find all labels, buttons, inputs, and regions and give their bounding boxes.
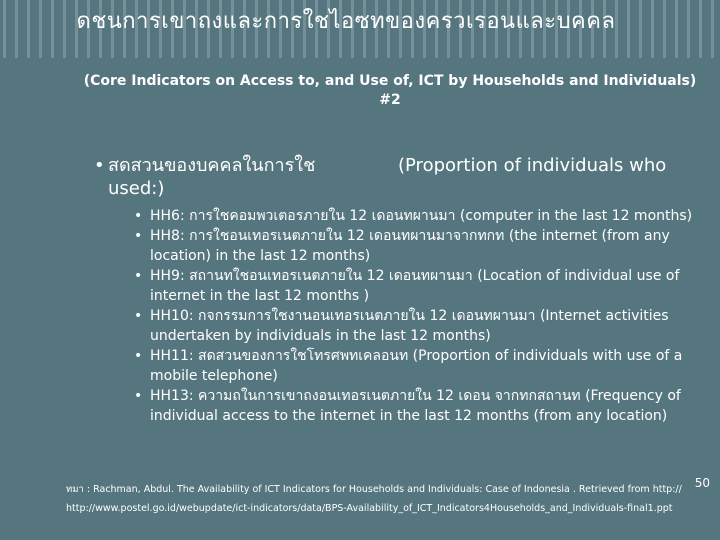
slide-title: ดชนการเขาถงและการใชไอซทของครวเรอนและบคคล bbox=[76, 9, 616, 34]
bullet-icon: • bbox=[134, 268, 143, 284]
list-item bbox=[134, 306, 702, 346]
page-number: 50 bbox=[694, 476, 710, 490]
subtitle-line-2: #2 bbox=[379, 92, 401, 108]
list-item bbox=[134, 226, 702, 266]
bullet-icon: • bbox=[134, 308, 143, 324]
indicator-text: HH6: การใชคอมพวเตอรภายใน 12 เดอนทผานมา (computer in the last 12 months) bbox=[150, 208, 693, 224]
main-bullet bbox=[108, 154, 698, 200]
main-bullet-icon: • bbox=[94, 155, 105, 176]
list-item bbox=[134, 266, 702, 306]
indicator-text: HH11: สดสวนของการใชโทรศพทเคลอนท (Proportion of individuals with use of a mobile telephone) bbox=[150, 348, 683, 384]
slide-subtitle bbox=[70, 72, 710, 110]
main-bullet-english: (Proportion of individuals who bbox=[398, 155, 667, 176]
source-citation: ทมา : Rachman, Abdul. The Availability of ICT Indicators for Households and Individuals: Case of Indonesia . Retrieved from http:// http://www.postel.go.id/webupdate/ict-indicators/data/BPS-Availability_of_ICT_Indicators4Households_and_Individuals-final1.ppt bbox=[66, 484, 682, 514]
list-item bbox=[134, 386, 702, 426]
list-item bbox=[134, 206, 702, 226]
indicator-text: HH10: กจกรรมการใชงานอนเทอรเนตภายใน 12 เดอนทผานมา (Internet activities undertaken by individuals in the last 12 months) bbox=[150, 308, 669, 344]
subtitle-line-1: (Core Indicators on Access to, and Use of, ICT by Households and Individuals) bbox=[83, 73, 697, 89]
bullet-icon: • bbox=[134, 208, 143, 224]
main-bullet-thai: สดสวนของบคคลในการใช bbox=[108, 155, 316, 176]
indicator-text: HH8: การใชอนเทอรเนตภายใน 12 เดอนทผานมาจากทกท (the internet (from any location) in the last 12 months) bbox=[150, 228, 670, 264]
list-item bbox=[134, 346, 702, 386]
main-bullet-continuation: used:) bbox=[108, 178, 165, 199]
bullet-icon: • bbox=[134, 348, 143, 364]
indicator-list bbox=[134, 206, 702, 426]
indicator-text: HH9: สถานทใชอนเทอรเนตภายใน 12 เดอนทผานมา (Location of individual use of internet in the last 12 months ) bbox=[150, 268, 680, 304]
indicator-text: HH13: ความถในการเขาถงอนเทอรเนตภายใน 12 เดอน จากทกสถานท (Frequency of individual access to the internet in the last 12 months (from any location) bbox=[150, 388, 681, 424]
bullet-icon: • bbox=[134, 228, 143, 244]
bullet-icon: • bbox=[134, 388, 143, 404]
